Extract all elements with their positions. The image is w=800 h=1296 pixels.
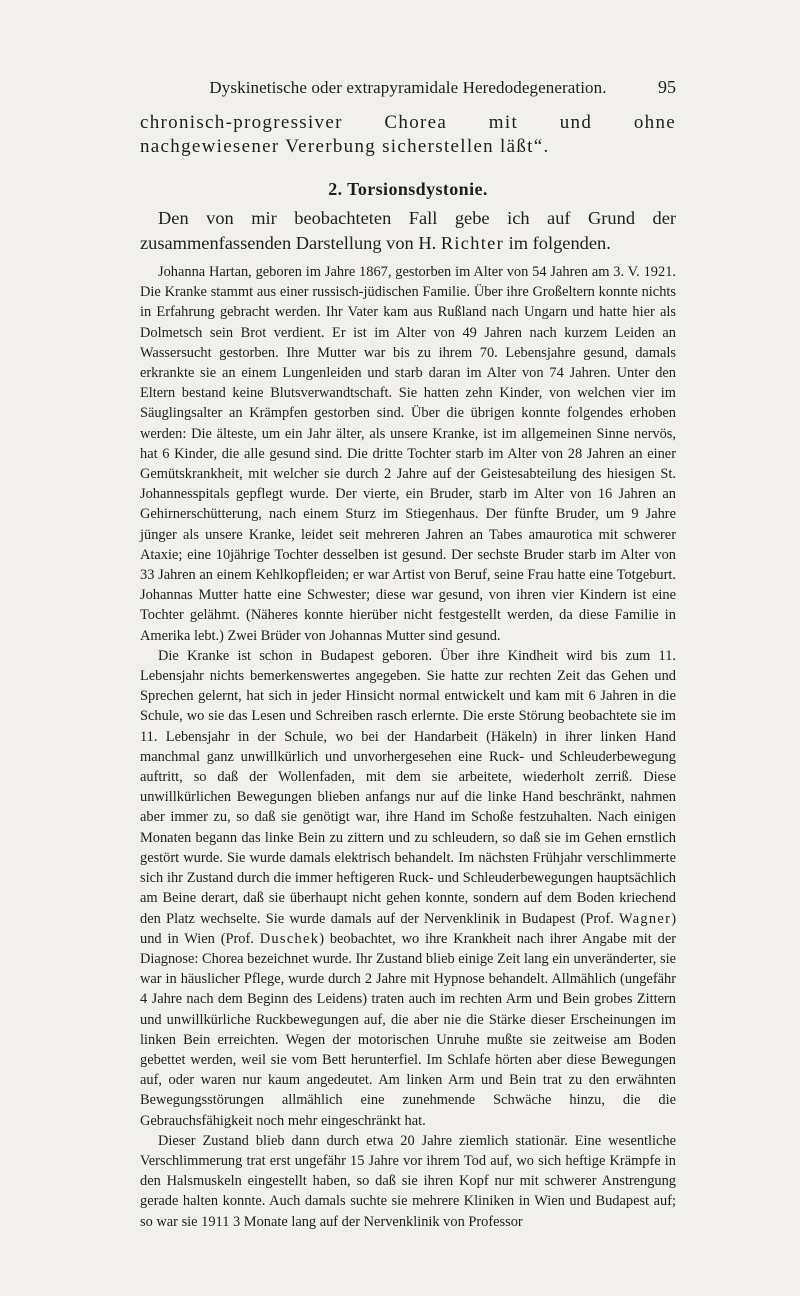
running-head bbox=[140, 78, 676, 102]
paragraph-2-part-a: Die Kranke ist schon in Budapest geboren. Über ihre Kindheit wird bis zum 11. Lebensjahr nichts bemerkenswertes angegeben. Sie hatte zur rechten Zeit das Gehen und Sprechen gelernt, hat sich in jeder Hinsicht normal entwickelt und kam mit 6 Jahren in die Schule, wo sie das Lesen und Schreiben rasch erlernte. Die erste Störung beobachtete sie im 11. Lebensjahr in der Schule, wo bei der Handarbeit (Häkeln) in ihrer linken Hand manchmal ganz unwillkürlich und unvorhergesehen eine Ruck- und Schleuderbewegung auftritt, so daß der Wollenfaden, mit dem sie arbeitete, wiederholt zerriß. Diese unwillkürlichen Bewegungen blieben anfangs nur auf die linke Hand beschränkt, nahmen aber immer zu, so daß sie genötigt war, ihre Hand im Schoße festzuhalten. Nach einigen Monaten begann das linke Bein zu zittern und zu schleudern, so daß sie im Gehen ernstlich gestört wurde. Sie wurde damals elektrisch behandelt. Im nächsten Frühjahr verschlimmerte sich ihr Zustand durch die immer heftigeren Ruck- und Schleuderbewegungen hauptsächlich am Beine derart, daß sie überhaupt nicht gehen konnte, sondern auf dem Boden kriechend den Platz wechselte. Sie wurde damals auf der Nervenklinik in Budapest (Prof. bbox=[140, 647, 676, 927]
paragraph-course-of-illness bbox=[140, 646, 676, 1131]
continuation-text bbox=[140, 111, 676, 159]
page-number: 95 bbox=[658, 77, 676, 97]
continuation-sentence: chronisch-progressiver Chorea mit und ohne nachgewiesener Vererbung sicherstellen läßt“. bbox=[140, 112, 676, 157]
name-duschek: Duschek bbox=[259, 930, 320, 947]
paragraph-later-course: Dieser Zustand blieb dann durch etwa 20 Jahre ziemlich stationär. Eine wesentliche Verschlimmerung trat erst ungefähr 15 Jahre vor ihrem Tod auf, wo sich heftige Krämpfe in den Halsmuskeln eingestellt haben, so daß sie ihren Kopf nur mit schwerer Anstrengung gerade halten konnte. Auch damals suchte sie mehrere Kliniken in Wien und Budapest auf; so war sie 1911 3 Monate lang auf der Nervenklinik von Professor bbox=[140, 1132, 676, 1230]
intro-paragraph bbox=[140, 206, 676, 256]
intro-text-after: im folgenden. bbox=[504, 233, 611, 253]
section-heading: 2. Torsionsdystonie. bbox=[328, 179, 488, 199]
running-title: Dyskinetische oder extrapyramidale Heredodegeneration. bbox=[209, 78, 607, 97]
name-wagner: Wagner bbox=[619, 910, 672, 927]
intro-text-before: Den von mir beobachteten Fall gebe ich auf Grund der zusammenfassenden Darstellung von H. bbox=[140, 208, 676, 253]
paragraph-2-part-b: ) und in Wien (Prof. bbox=[140, 910, 676, 947]
paragraph-2-part-c: ) beobachtet, wo ihre Krankheit nach ihrer Angabe mit der Diagnose: Chorea bezeichnet wurde. Ihr Zustand blieb einige Zeit lang ein unveränderter, sie war in häuslicher Pflege, wurde durch 2 Jahre mit Hypnose behandelt. Allmählich (ungefähr 4 Jahre nach dem Beginn des Leidens) traten auch im rechten Arm und Bein grobes Zittern und unwillkürliche Ruckbewegungen auf, die aber nie die Stärke dieser Erscheinungen im linken Bein erreichten. Wegen der motorischen Unruhe mußte sie zeitweise am Boden gebettet werden, weil sie vom Bett herunterfiel. Im Schlafe hörten aber diese Bewegungen auf, oder waren nur kaum angedeutet. Am linken Arm und Bein trat zu den erwähnten Bewegungsstörungen allmählich eine zunehmende Schwäche hinzu, die die Gebrauchsfähigkeit noch mehr eingeschränkt hat. bbox=[140, 930, 677, 1129]
author-name: Richter bbox=[440, 233, 505, 253]
paragraph-family-history: Johanna Hartan, geboren im Jahre 1867, gestorben im Alter von 54 Jahren am 3. V. 1921. Die Kranke stammt aus einer russisch-jüdischen Familie. Über ihre Großeltern konnte nichts in Erfahrung gebracht werden. Ihr Vater kam aus Rußland nach Ungarn und hatte hier als Dolmetsch sein Brot verdient. Er ist im Alter von 49 Jahren nach kurzem Leiden an Wassersucht gestorben. Ihre Mutter war bis zu ihrem 70. Lebensjahre gesund, damals erkrankte sie an einem Lungenleiden und starb daran im Alter von 74 Jahren. Unter den Eltern bestand keine Blutsverwandtschaft. Sie hatten zehn Kinder, von welchen vier im Säuglingsalter an Krämpfen gestorben sind. Über die übrigen konnte folgendes erhoben werden: Die älteste, um ein Jahr älter, als unsere Kranke, ist im allgemeinen Sinne nervös, hat 6 Kinder, die alle gesund sind. Die dritte Tochter starb im Alter von 28 Jahren an einer Gemütskrankheit, mit welcher sie durch 2 Jahre auf der Geistesabteilung des hiesigen St. Johannesspitals gepflegt wurde. Der vierte, ein Bruder, starb im Alter von 16 Jahren an Gehirnerschütterung, nach einem Sturz im Stiegenhaus. Der fünfte Bruder, um 9 Jahre jünger als unsere Kranke, leidet seit mehreren Jahren an Tabes amaurotica mit schwerer Ataxie; eine 10jährige Tochter desselben ist gesund. Der sechste Bruder starb im Alter von 33 Jahren an einem Kehlkopfleiden; er war Artist von Beruf, seine Frau hatte eine Totgeburt. Johannas Mutter hatte eine Schwester; diese war gesund, von ihren vier Kindern ist eine Tochter gelähmt. (Näheres konnte hierüber nicht festgestellt werden, da diese Familie in Amerika lebt.) Zwei Brüder von Johannas Mutter sind gesund. bbox=[140, 264, 676, 644]
